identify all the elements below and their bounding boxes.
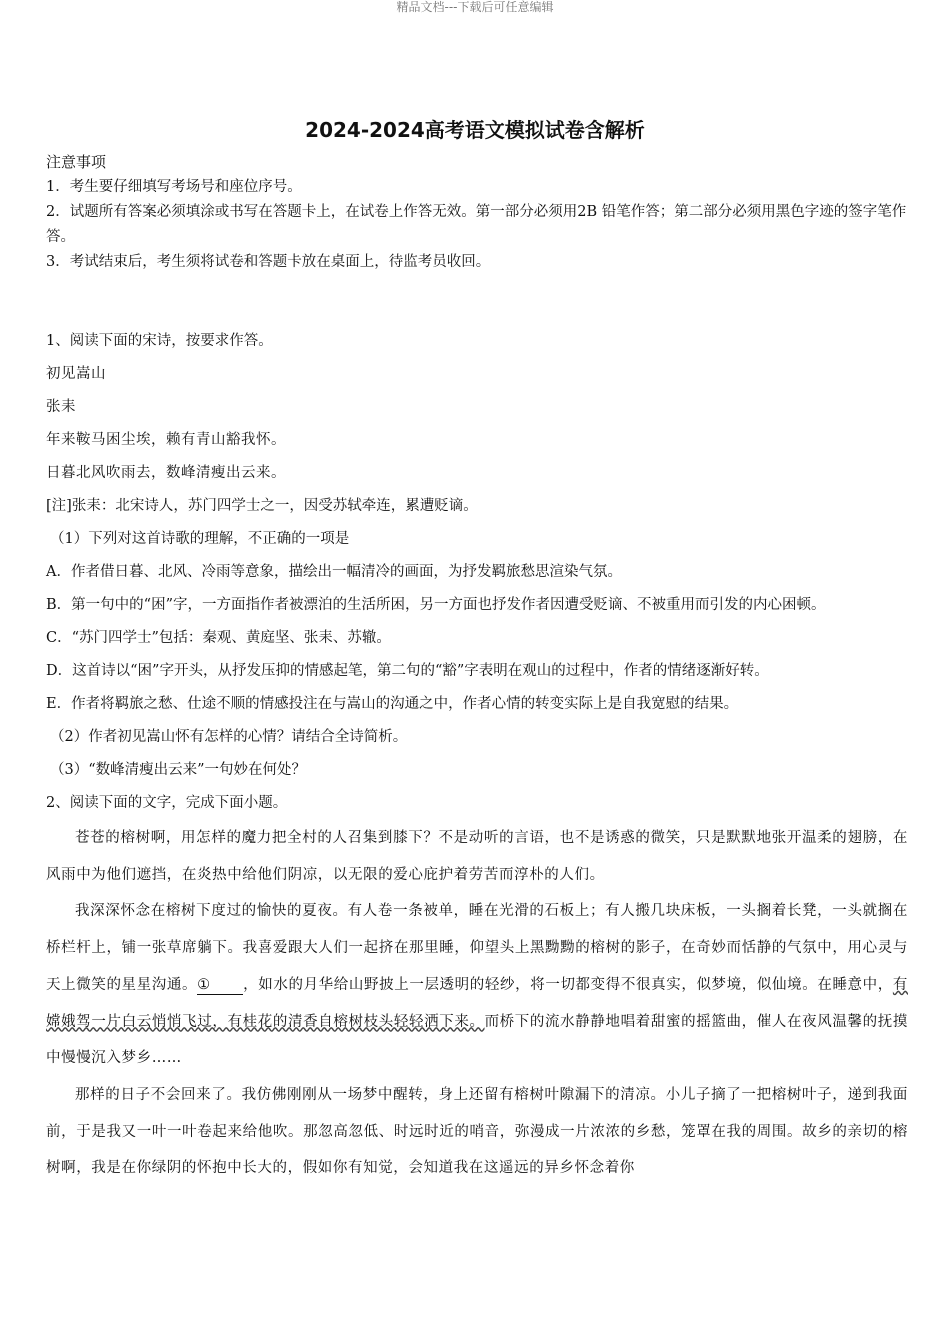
page-header: 精品文档---下载后可任意编辑 (396, 0, 554, 14)
option-a: A．作者借日暮、北风、冷雨等意象，描绘出一幅清冷的画面，为抒发羁旅愁思渲染气氛。 (46, 564, 622, 580)
notice-heading: 注意事项 (46, 153, 107, 171)
poem-line: 日暮北风吹雨去，数峰清瘦出云来。 (46, 465, 286, 481)
wavy-underlined-sentence: 有嫦娥驾一片白云悄悄飞过，有桂花的清香自榕树枝头轻轻洒下来。 (46, 976, 908, 1030)
question-prompt: 2、阅读下面的文字，完成下面小题。 (46, 795, 288, 811)
passage-text: ，如水的月华给山野披上一层透明的轻纱，将一切都变得不很真实，似梦境，似仙境。在睡意中， (243, 976, 893, 993)
poem-note: [注]张耒：北宋诗人，苏门四学士之一，因受苏轼牵连，累遭贬谪。 (46, 498, 478, 514)
poem-line: 年来鞍马困尘埃，赖有青山豁我怀。 (46, 432, 286, 448)
fill-blank: ① (197, 976, 243, 995)
question-1 (46, 325, 908, 787)
passage-paragraph: 那样的日子不会回来了。我仿佛刚刚从一场梦中醒转，身上还留有榕树叶隙漏下的清凉。小儿子摘了一把榕树叶子，递到我面前，于是我又一叶一叶卷起来给他吹。那忽高忽低、时远时近的哨音，弥漫成一片浓浓的乡愁，笼罩在我的周围。故乡的亲切的榕树啊，我是在你绿阴的怀抱中长大的，假如你有知觉，会知道我在这遥远的异乡怀念着你 (46, 1086, 908, 1177)
sub-question-1: （1）下列对这首诗歌的理解，不正确的一项是 (50, 531, 350, 547)
passage-paragraph: 苍苍的榕树啊，用怎样的魔力把全村的人召集到膝下？不是动听的言语，也不是诱惑的微笑，只是默默地张开温柔的翅膀，在风雨中为他们遮挡，在炎热中给他们阴凉，以无限的爱心庇护着劳苦而淳朴的人们。 (46, 830, 908, 883)
document-body (46, 150, 908, 1187)
poem-author: 张耒 (46, 399, 76, 415)
passage-text: 而桥下的流水静静地唱着甜蜜的摇篮曲，催人在夜风温馨的抚摸中慢慢沉入梦乡…… (46, 1013, 908, 1067)
sub-question-2: （2）作者初见嵩山怀有怎样的心情？请结合全诗简析。 (50, 729, 408, 745)
option-b: B．第一句中的“困”字，一方面指作者被漂泊的生活所困，另一方面也抒发作者因遭受贬谪、不被重用而引发的内心困顿。 (46, 597, 826, 613)
page-title: 2024-2024高考语文模拟试卷含解析 (305, 118, 645, 142)
sub-question-3: （3）“数峰清瘦出云来”一句妙在何处？ (50, 762, 307, 778)
notice-section (46, 150, 908, 275)
question-prompt: 1、阅读下面的宋诗，按要求作答。 (46, 333, 273, 349)
option-c: C．“苏门四学士”包括：秦观、黄庭坚、张耒、苏辙。 (46, 630, 391, 646)
option-d: D．这首诗以“困”字开头，从抒发压抑的情感起笔，第二句的“豁”字表明在观山的过程中，作者的情绪逐渐好转。 (46, 663, 769, 679)
passage-paragraph (46, 893, 908, 1077)
notice-item: 1．考生要仔细填写考场号和座位序号。 (46, 179, 302, 195)
option-e: E．作者将羁旅之愁、仕途不顺的情感投注在与嵩山的沟通之中，作者心情的转变实际上是自我宽慰的结果。 (46, 696, 739, 712)
question-2 (46, 787, 908, 1187)
notice-item: 2．试题所有答案必须填涂或书写在答题卡上，在试卷上作答无效。第一部分必须用2B 铅笔作答；第二部分必须用黑色字迹的签字笔作答。 (46, 204, 907, 245)
notice-item: 3．考试结束后，考生须将试卷和答题卡放在桌面上，待监考员收回。 (46, 254, 491, 270)
poem-title: 初见嵩山 (46, 366, 106, 382)
passage-text: 我深深怀念在榕树下度过的愉快的夏夜。有人卷一条被单，睡在光滑的石板上；有人搬几块床板，一头搁着长凳，一头就搁在桥栏杆上，铺一张草席躺下。我喜爱跟大人们一起挤在那里睡，仰望头上黑黝黝的榕树的影子，在奇妙而恬静的气氛中，用心灵与天上微笑的星星沟通。 (46, 903, 908, 993)
